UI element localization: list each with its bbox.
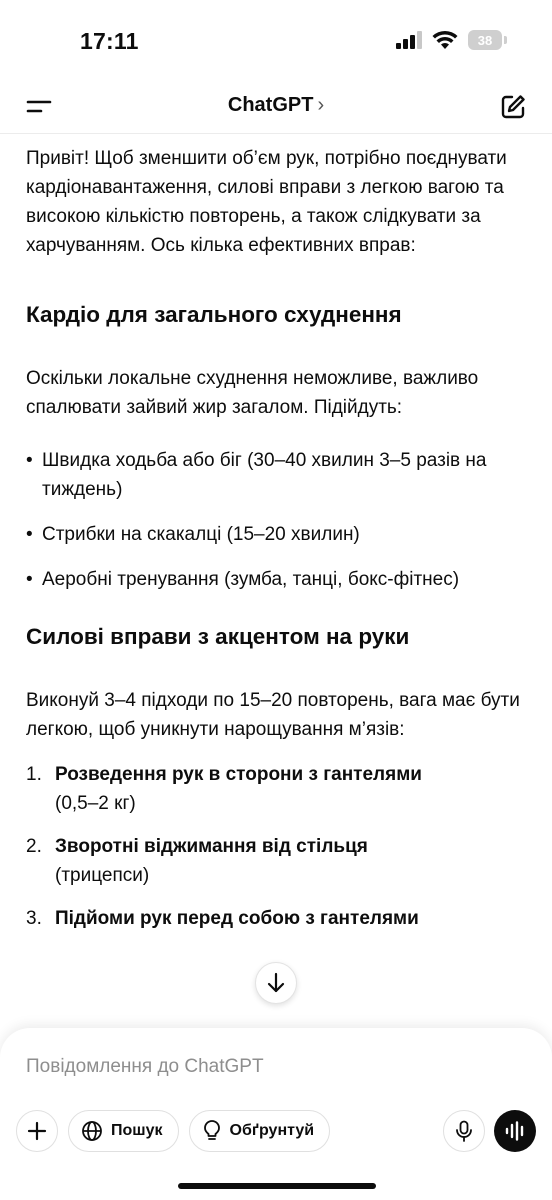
list-item: • Швидка ходьба або біг (30–40 хвилин 3–5 разів на тиждень) [26, 446, 526, 504]
exercise-name: Зворотні віджимання від стільця [55, 836, 368, 857]
reason-label: Обґрунтуй [229, 1122, 315, 1139]
list-item [26, 904, 526, 933]
home-indicator [178, 1183, 376, 1189]
wifi-icon [432, 30, 458, 50]
assistant-message [26, 136, 526, 947]
status-icons [396, 30, 502, 50]
list-item: • Аеробні тренування (зумба, танці, бокс-фітнес) [26, 565, 526, 594]
list-number: 1. [26, 764, 42, 785]
message-input[interactable]: Повідомлення до ChatGPT [26, 1056, 264, 1077]
microphone-icon [455, 1120, 473, 1142]
list-item: • Стрибки на скакалці (15–20 хвилин) [26, 520, 526, 549]
status-bar [0, 0, 552, 80]
battery-icon [468, 30, 502, 50]
search-label: Пошук [111, 1122, 163, 1139]
section-heading-cardio: Кардіо для загального схуднення [26, 302, 402, 327]
section-paragraph-strength: Виконуй 3–4 підходи по 15–20 повторень, вага має бути легкою, щоб уникнути нарощування м’язів: [26, 690, 520, 740]
app-header [0, 80, 552, 134]
intro-paragraph: Привіт! Щоб зменшити об’єм рук, потрібно поєднувати кардіонавантаження, силові вправи з легкою вагою та високою кількістю повторень, а також слідкувати за харчуванням. Ось кілька ефективних вправ: [26, 148, 507, 256]
page-title: ChatGPT [227, 94, 314, 116]
composer-tools [16, 1110, 330, 1152]
dictation-button[interactable] [443, 1110, 485, 1152]
strength-list [26, 760, 526, 933]
list-item [26, 760, 526, 818]
plus-icon [27, 1121, 47, 1141]
exercise-name: Розведення рук в сторони з гантелями [55, 764, 422, 785]
add-attachment-button[interactable] [16, 1110, 58, 1152]
list-item [26, 832, 526, 890]
globe-icon [81, 1120, 103, 1142]
exercise-detail: (0,5–2 кг) [55, 793, 136, 814]
scroll-to-bottom-button[interactable] [255, 962, 297, 1004]
status-time: 17:11 [80, 28, 139, 54]
section-heading-strength: Силові вправи з акцентом на руки [26, 624, 410, 649]
compose-icon [498, 92, 528, 122]
lightbulb-icon [202, 1120, 222, 1142]
exercise-detail: (трицепси) [55, 865, 150, 886]
list-number: 2. [26, 836, 42, 857]
cardio-list [26, 446, 526, 594]
reason-button[interactable] [189, 1110, 331, 1152]
search-button[interactable] [68, 1110, 179, 1152]
signal-icon [396, 31, 422, 49]
voice-mode-button[interactable] [494, 1110, 536, 1152]
list-number: 3. [26, 908, 42, 929]
voice-waveform-icon [504, 1121, 526, 1141]
exercise-name: Підйоми рук перед собою з гантелями [55, 908, 419, 929]
model-selector[interactable] [0, 94, 552, 117]
arrow-down-icon [266, 972, 286, 994]
composer [0, 1028, 552, 1200]
new-chat-button[interactable] [498, 92, 528, 122]
battery-level: 38 [477, 32, 493, 48]
chevron-right-icon: › [317, 94, 325, 116]
section-paragraph-cardio: Оскільки локальне схуднення неможливе, важливо спалювати зайвий жир загалом. Підійдуть: [26, 368, 479, 418]
